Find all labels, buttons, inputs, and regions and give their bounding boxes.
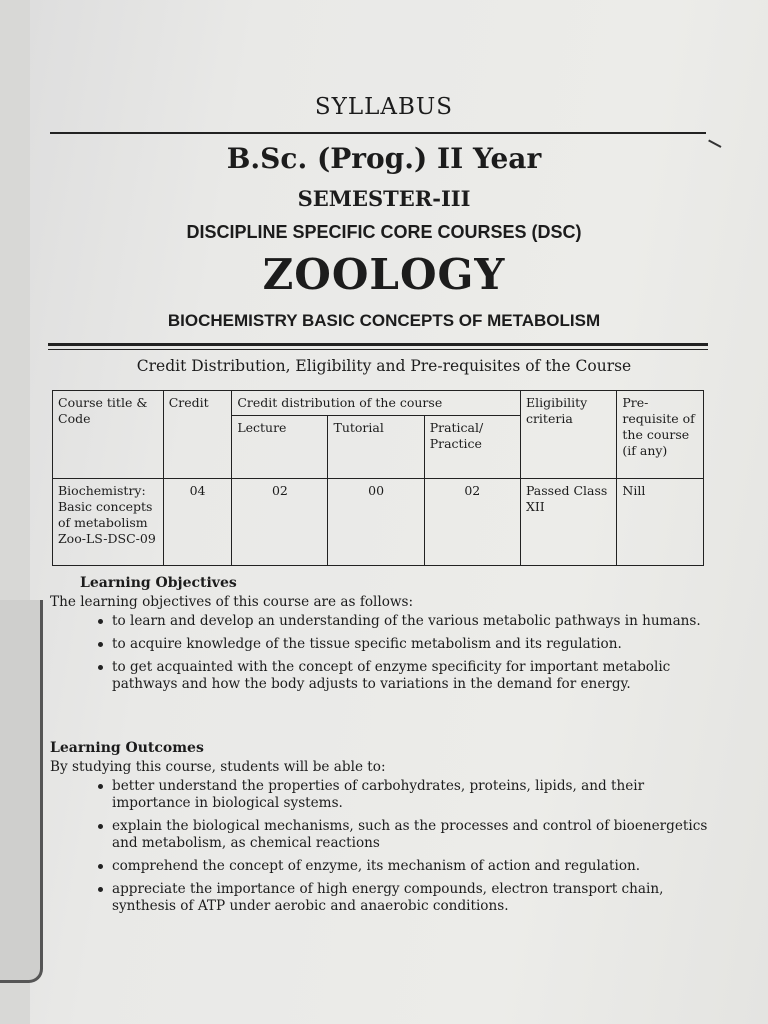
header-lecture: Lecture — [232, 416, 328, 479]
credit-table — [52, 390, 704, 566]
cell-tutorial: 00 — [328, 479, 424, 566]
paper-title: BIOCHEMISTRY BASIC CONCEPTS OF METABOLISM — [167, 311, 601, 330]
list-item: better understand the properties of carbohydrates, proteins, lipids, and their importance in biological systems. — [112, 778, 710, 812]
list-item: explain the biological mechanisms, such as the processes and control of bioenergetics and metabolism, as chemical reactions — [112, 818, 710, 852]
outcomes-section — [50, 740, 710, 921]
objectives-intro: The learning objectives of this course are as follows: — [50, 594, 414, 610]
category-title: DISCIPLINE SPECIFIC CORE COURSES (DSC) — [186, 222, 582, 242]
top-rule — [50, 132, 706, 134]
list-item: to get acquainted with the concept of enzyme specificity for important metabolic pathways and how the body adjusts to variations in the demand for energy. — [112, 659, 710, 693]
list-item: appreciate the importance of high energy compounds, electron transport chain, synthesis of ATP under aerobic and anaerobic conditions. — [112, 881, 710, 915]
paper-rule — [48, 343, 708, 346]
header-course: Course title & Code — [53, 391, 164, 479]
syllabus-heading: SYLLABUS — [314, 94, 454, 120]
table-caption: Credit Distribution, Eligibility and Pre-requisites of the Course — [136, 357, 632, 375]
outcomes-title: Learning Outcomes — [50, 740, 204, 756]
objectives-list — [50, 613, 710, 693]
outcomes-list — [50, 778, 710, 915]
header-prerequisite: Pre-requisite of the course (if any) — [617, 391, 704, 479]
subject-title: ZOOLOGY — [262, 250, 506, 299]
cell-lecture: 02 — [232, 479, 328, 566]
cell-prerequisite: Nill — [617, 479, 704, 566]
objectives-title: Learning Objectives — [80, 575, 237, 591]
cell-course: Biochemistry: Basic concepts of metabolism Zoo-LS-DSC-09 — [53, 479, 164, 566]
cell-practical: 02 — [424, 479, 520, 566]
header-eligibility: Eligibility criteria — [520, 391, 616, 479]
program-title: B.Sc. (Prog.) II Year — [226, 142, 542, 175]
header-credit: Credit — [163, 391, 232, 479]
cell-credit: 04 — [163, 479, 232, 566]
list-item: to acquire knowledge of the tissue specific metabolism and its regulation. — [112, 636, 710, 653]
list-item: comprehend the concept of enzyme, its mechanism of action and regulation. — [112, 858, 710, 875]
cell-eligibility: Passed Class XII — [520, 479, 616, 566]
outcomes-intro: By studying this course, students will be able to: — [50, 759, 386, 775]
list-item: to learn and develop an understanding of the various metabolic pathways in humans. — [112, 613, 710, 630]
paper-rule-thin — [48, 349, 708, 350]
table-row — [53, 479, 704, 566]
semester-title: SEMESTER-III — [297, 186, 471, 211]
objectives-section — [50, 575, 710, 699]
binder-edge — [0, 600, 43, 983]
header-practical: Pratical/ Practice — [424, 416, 520, 479]
header-tutorial: Tutorial — [328, 416, 424, 479]
header-distribution: Credit distribution of the course — [232, 391, 521, 416]
